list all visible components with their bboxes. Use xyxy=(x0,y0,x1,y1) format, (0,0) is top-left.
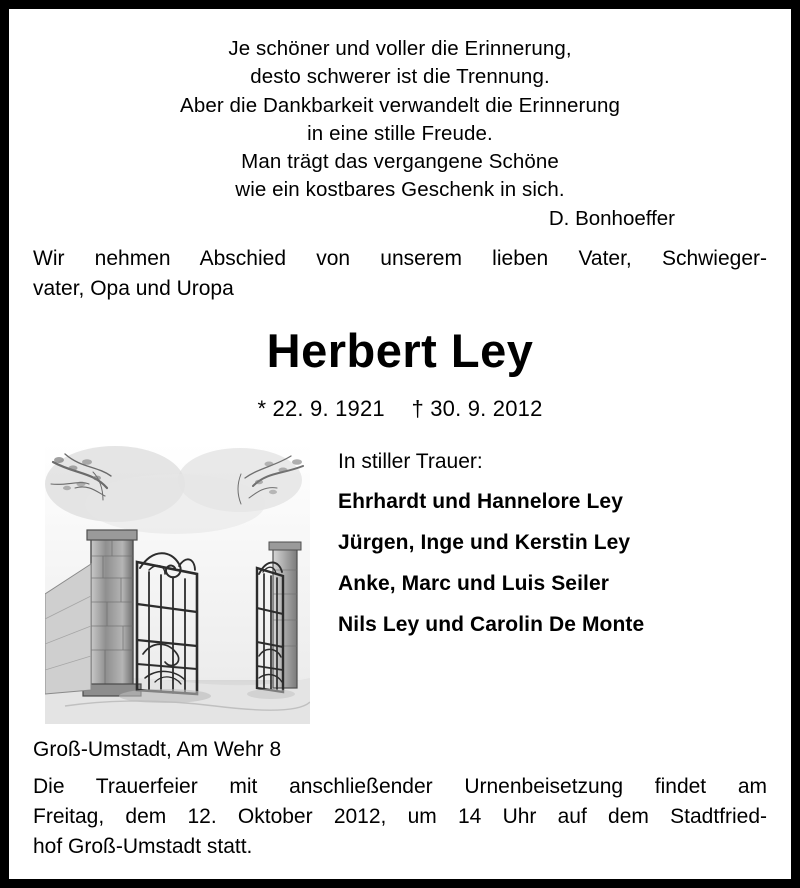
ceremony-info xyxy=(33,772,767,861)
poem-line-6: wie ein kostbares Geschenk in sich. xyxy=(235,178,565,202)
mourner-2: Jürgen, Inge und Kerstin Ley xyxy=(338,531,631,554)
intro-line-2: vater, Opa und Uropa xyxy=(33,276,234,300)
poem-line-4: in eine stille Freude. xyxy=(307,121,493,145)
ceremony-line-2: Freitag, dem 12. Oktober 2012, um 14 Uhr auf dem Stadtfried- xyxy=(33,804,767,828)
poem-line-5: Man trägt das vergangene Schöne xyxy=(241,150,559,174)
mourners-title: In stiller Trauer: xyxy=(338,450,483,473)
mourner-4: Nils Ley und Carolin De Monte xyxy=(338,613,645,636)
poem-attribution: D. Bonhoeffer xyxy=(548,206,675,230)
poem-line-3: Aber die Dankbarkeit verwandelt die Erinnerung xyxy=(180,93,620,117)
gate-illustration xyxy=(45,444,310,724)
mourner-3: Anke, Marc und Luis Seiler xyxy=(338,572,610,595)
ceremony-line-3: hof Groß-Umstadt statt. xyxy=(33,834,253,858)
birth-date: * 22. 9. 1921 xyxy=(257,396,385,421)
poem xyxy=(33,35,767,205)
intro-text xyxy=(33,244,767,304)
intro-line-1: Wir nehmen Abschied von unserem lieben Vater, Schwieger- xyxy=(33,246,767,270)
mourner-1: Ehrhardt und Hannelore Ley xyxy=(338,490,623,513)
mourners-block xyxy=(310,444,767,654)
poem-line-2: desto schwerer ist die Trennung. xyxy=(250,65,550,89)
gate-drawing-svg xyxy=(45,444,310,724)
poem-line-1: Je schöner und voller die Erinnerung, xyxy=(228,37,572,60)
middle-section xyxy=(33,444,767,724)
place-address: Groß-Umstadt, Am Wehr 8 xyxy=(33,738,282,761)
life-dates xyxy=(33,396,767,422)
deceased-name: Herbert Ley xyxy=(266,324,534,378)
death-date: † 30. 9. 2012 xyxy=(411,396,543,421)
ceremony-line-1: Die Trauerfeier mit anschließender Urnenbeisetzung findet am xyxy=(33,775,767,798)
